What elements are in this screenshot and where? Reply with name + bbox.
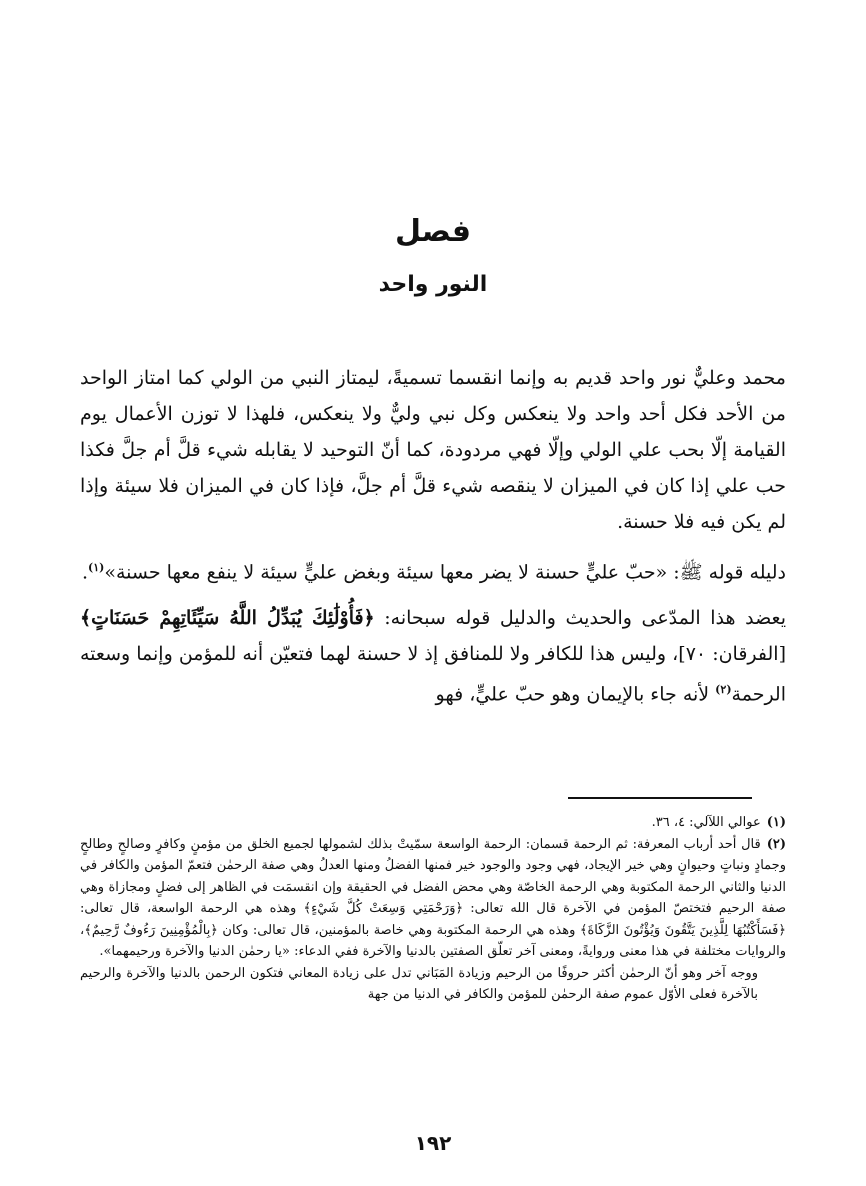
paragraph-3-text: [الفرقان: ٧٠]، وليس هذا للكافر ولا للمنافق إذ لا حسنة لهما فتعيّن أنه للمؤمن وإنما وسعته الرحمة xyxy=(80,643,787,706)
paragraph-2-text: دليله قوله ﷺ: «حبّ عليٍّ حسنة لا يضر معها سيئة وبغض عليٍّ سيئة لا ينفع معها حسنة» xyxy=(104,561,786,584)
paragraph-1: محمد وعليٌّ نور واحد قديم به وإنما انقسما تسميةً، ليمتاز النبي من الولي كما امتاز الواحد من الأحد فكل أحد واحد ولا ينعكس وكل نبي وليٌّ ولا ينعكس، فلهذا لا توزن الأعمال يوم القيامة إلّا بحب علي الولي وإلّا فهي مردودة، كما أنّ التوحيد لا يقابله شيء قلَّ أم جلَّ فكذا حب علي إذا كان في الميزان لا ينقصه شيء قلَّ أم جلَّ، فإذا كان في الميزان فلا سيئة وإذا لم يكن فيه فلا حسنة. xyxy=(80,367,786,533)
footnote-divider xyxy=(568,797,752,799)
footnote-1-number: (١) xyxy=(766,815,786,830)
footnote-1-text: عوالي اللآلي: ٤، ٣٦. xyxy=(651,815,761,830)
page-number: ١٩٢ xyxy=(414,1131,452,1155)
paragraph-3-end: لأنه جاء بالإيمان وهو حبّ عليٍّ، فهو xyxy=(435,683,710,706)
paragraph-3-intro: يعضد هذا المدّعى والحديث والدليل قوله سبحانه: xyxy=(384,607,786,630)
footnote-1 xyxy=(80,812,786,834)
footnotes xyxy=(80,812,786,1006)
footnote-2-number: (٢) xyxy=(766,836,786,852)
main-text xyxy=(80,360,786,723)
chapter-title: فصل xyxy=(395,214,471,249)
paragraph-2-end: . xyxy=(81,561,89,584)
paragraph-2 xyxy=(80,550,786,590)
footnote-ref-2[interactable]: (٢) xyxy=(715,683,732,697)
paragraph-3 xyxy=(80,600,786,712)
quran-verse: ﴿فَأُوْلَٰئِكَ يُبَدِّلُ اللَّهُ سَيِّئَاتِهِمْ حَسَنَاتٍ﴾ xyxy=(80,607,375,630)
footnote-ref-1[interactable]: (١) xyxy=(88,561,105,574)
section-title: النور واحد xyxy=(378,272,488,297)
footnote-2-text: قال أحد أرباب المعرفة: ثم الرحمة قسمان: الرحمة الواسعة سمّيتْ بذلك لشمولها لجميع الخلق من مؤمنٍ وكافرٍ وصالحٍ وطالحٍ وجمادٍ ونباتٍ وحيوانٍ وهي خير الإيجاد، فهي وجود والوجود خير فمنها الفضلُ ومنها العدلُ وهي صفة الرحمٰن فتعمّ المؤمن والكافر في الدنيا والثاني الرحمة المكتوبة وهي الرحمة الخاصّة وهي محض الفضل في الحقيقة وإن انقسمَت في الظاهر إلى فضلٍ ومجازاة وهي صفة الرحيم فتختصّ المؤمن في الآخرة قال الله تعالى: ﴿وَرَحْمَتِي وَسِعَتْ كُلَّ شَيْءٍ﴾ وهذه هي الرحمة الواسعة، قال تعالى: ﴿فَسَأَكْتُبُهَا لِلَّذِينَ يَتَّقُونَ وَيُؤْتُونَ الزَّكَاةَ﴾ وهذه هي الرحمة المكتوبة وهي خاصة بالمؤمنين، قال تعالى: وكان ﴿بِالْمُؤْمِنِينَ رَءُوفٌ رَّحِيمٌ﴾، والروايات مختلفة في هذا معنى وروايةً، ومعنى آخر تعلّق الصفتين بالدنيا والآخرة ففي الدعاء: «يا رحمٰن الدنيا والآخرة ورحيمهما». xyxy=(80,836,786,959)
footnote-2 xyxy=(80,834,786,963)
footnote-2-continuation: ووجه آخر وهو أنّ الرحمٰن أكثر حروفًا من الرحيم وزيادة المَبَاني تدل على زيادة المعاني فتكون الرحمن بالدنيا والآخرة والرحيم بالآخرة فعلى الأوّل عموم صفة الرحمٰن للمؤمن والكافر في الدنيا من جهة xyxy=(80,965,758,1002)
